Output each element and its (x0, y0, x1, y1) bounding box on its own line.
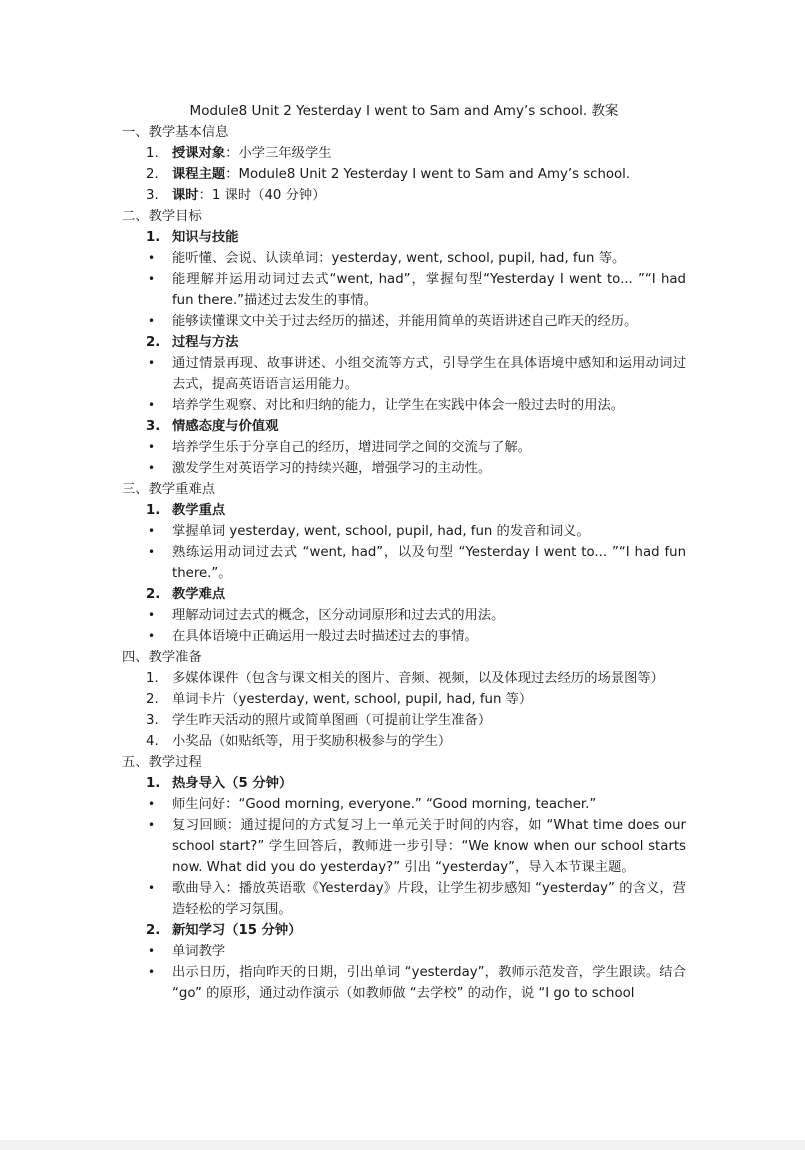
bullet-text: 能够读懂课文中关于过去经历的描述，并能用简单的英语讲述自己昨天的经历。 (172, 314, 638, 329)
page-title: Module8 Unit 2 Yesterday I went to Sam and Amy’s school. 教案 (189, 103, 619, 119)
list-item (122, 668, 686, 689)
bullet-text: 培养学生观察、对比和归纳的能力，让学生在实践中体会一般过去时的用法。 (172, 398, 625, 413)
item-key: 授课对象 (172, 146, 226, 161)
list-item (122, 143, 686, 164)
sub-heading-number: 1. (146, 503, 161, 518)
sub-heading-number: 3. (146, 419, 161, 434)
item-text: 小奖品（如贴纸等，用于奖励积极参与的学生） (172, 734, 452, 749)
bullet-text: 熟练运用动词过去式 “went, had”，以及句型 “Yesterday I went to... ”“I had fun there.”。 (172, 545, 686, 581)
bullet-text: 培养学生乐于分享自己的经历，增进同学之间的交流与了解。 (172, 440, 532, 455)
item-key: 课时 (172, 188, 199, 203)
bullet-text: 歌曲导入：播放英语歌《Yesterday》片段，让学生初步感知 “yesterday” 的含义，营造轻松的学习氛围。 (172, 881, 686, 917)
item-value: ：小学三年级学生 (225, 146, 332, 161)
item-number: 3. (146, 188, 159, 203)
item-value: ：1 课时（40 分钟） (198, 188, 326, 203)
bullet-text: 在具体语境中正确运用一般过去时描述过去的事情。 (172, 629, 478, 644)
bullet-dot: • (148, 440, 156, 454)
sub-heading-number: 2. (146, 923, 161, 938)
item-number: 1. (146, 146, 159, 161)
section-heading-preparation: 四、教学准备 (122, 650, 202, 665)
item-key: 课程主题 (172, 167, 226, 182)
bullet-dot: • (148, 314, 156, 328)
bullet-item (122, 269, 686, 311)
item-text: 多媒体课件（包含与课文相关的图片、音频、视频，以及体现过去经历的场景图等） (172, 671, 664, 686)
bullet-item (122, 395, 686, 416)
sub-heading-number: 1. (146, 230, 161, 245)
bullet-dot: • (148, 881, 156, 895)
bullet-item (122, 521, 686, 542)
bullet-text: 掌握单词 yesterday, went, school, pupil, had, fun 的发音和词义。 (172, 524, 590, 539)
bullet-dot: • (148, 524, 156, 538)
section-heading-objectives: 二、教学目标 (122, 209, 202, 224)
list-item (122, 164, 686, 185)
section-heading-basic-info: 一、教学基本信息 (122, 125, 229, 140)
section-heading-process: 五、教学过程 (122, 755, 202, 770)
sub-heading (122, 773, 686, 794)
bullet-text: 理解动词过去式的概念，区分动词原形和过去式的用法。 (172, 608, 505, 623)
bullet-dot: • (148, 608, 156, 622)
bullet-text: 能听懂、会说、认读单词：yesterday, went, school, pupil, had, fun 等。 (172, 251, 626, 266)
item-number: 4. (146, 734, 159, 749)
page-bottom-edge (0, 1140, 805, 1150)
bullet-text: 通过情景再现、故事讲述、小组交流等方式，引导学生在具体语境中感知和运用动词过去式，提高英语语言运用能力。 (172, 356, 686, 392)
sub-heading (122, 920, 686, 941)
bullet-item (122, 437, 686, 458)
bullet-item (122, 542, 686, 584)
sub-heading-number: 2. (146, 335, 161, 350)
bullet-dot: • (148, 398, 156, 412)
sub-heading (122, 332, 686, 353)
bullet-text: 单词教学 (172, 944, 226, 959)
sub-heading (122, 416, 686, 437)
document-content (122, 101, 686, 1004)
sub-heading-number: 2. (146, 587, 161, 602)
bullet-dot: • (148, 965, 156, 979)
list-item (122, 710, 686, 731)
bullet-dot: • (148, 944, 156, 958)
section-heading-key-points: 三、教学重难点 (122, 482, 216, 497)
sub-heading (122, 500, 686, 521)
sub-heading-number: 1. (146, 776, 161, 791)
bullet-item (122, 311, 686, 332)
list-item (122, 185, 686, 206)
sub-heading (122, 584, 686, 605)
list-item (122, 731, 686, 752)
item-number: 2. (146, 167, 159, 182)
bullet-dot: • (148, 629, 156, 643)
sub-heading-label: 热身导入（5 分钟） (172, 776, 293, 791)
sub-heading-label: 知识与技能 (172, 230, 239, 245)
bullet-item (122, 815, 686, 878)
bullet-text: 能理解并运用动词过去式“went, had”，掌握句型“Yesterday I went to... ”“I had fun there.”描述过去发生的事情。 (172, 272, 686, 308)
bullet-dot: • (148, 356, 156, 370)
item-number: 2. (146, 692, 159, 707)
bullet-item (122, 941, 686, 962)
bullet-dot: • (148, 545, 156, 559)
bullet-dot: • (148, 797, 156, 811)
sub-heading (122, 227, 686, 248)
bullet-item (122, 626, 686, 647)
bullet-text: 复习回顾：通过提问的方式复习上一单元关于时间的内容，如 “What time does our school start?” 学生回答后，教师进一步引导：“We know when our school starts now. What did you do yesterday?” 引出 “yesterday”，导入本节课主题。 (172, 818, 686, 875)
bullet-item (122, 248, 686, 269)
bullet-dot: • (148, 461, 156, 475)
sub-heading-label: 教学重点 (172, 503, 226, 518)
sub-heading-label: 教学难点 (172, 587, 226, 602)
bullet-dot: • (148, 272, 156, 286)
item-number: 3. (146, 713, 159, 728)
item-text: 单词卡片（yesterday, went, school, pupil, had, fun 等） (172, 692, 533, 707)
item-number: 1. (146, 671, 159, 686)
list-item (122, 689, 686, 710)
bullet-text: 师生问好：“Good morning, everyone.” “Good morning, teacher.” (172, 797, 597, 812)
bullet-item (122, 962, 686, 1004)
bullet-item (122, 878, 686, 920)
bullet-item (122, 605, 686, 626)
item-value: ：Module8 Unit 2 Yesterday I went to Sam and Amy’s school. (225, 167, 631, 182)
bullet-dot: • (148, 251, 156, 265)
bullet-item (122, 458, 686, 479)
bullet-text: 激发学生对英语学习的持续兴趣，增强学习的主动性。 (172, 461, 492, 476)
item-text: 学生昨天活动的照片或简单图画（可提前让学生准备） (172, 713, 492, 728)
sub-heading-label: 新知学习（15 分钟） (172, 923, 302, 938)
bullet-item (122, 794, 686, 815)
bullet-item (122, 353, 686, 395)
sub-heading-label: 情感态度与价值观 (172, 419, 279, 434)
bullet-text: 出示日历，指向昨天的日期，引出单词 “yesterday”，教师示范发音，学生跟读。结合 “go” 的原形，通过动作演示（如教师做 “去学校” 的动作，说 “I go to school (172, 965, 686, 1001)
sub-heading-label: 过程与方法 (172, 335, 239, 350)
bullet-dot: • (148, 818, 156, 832)
